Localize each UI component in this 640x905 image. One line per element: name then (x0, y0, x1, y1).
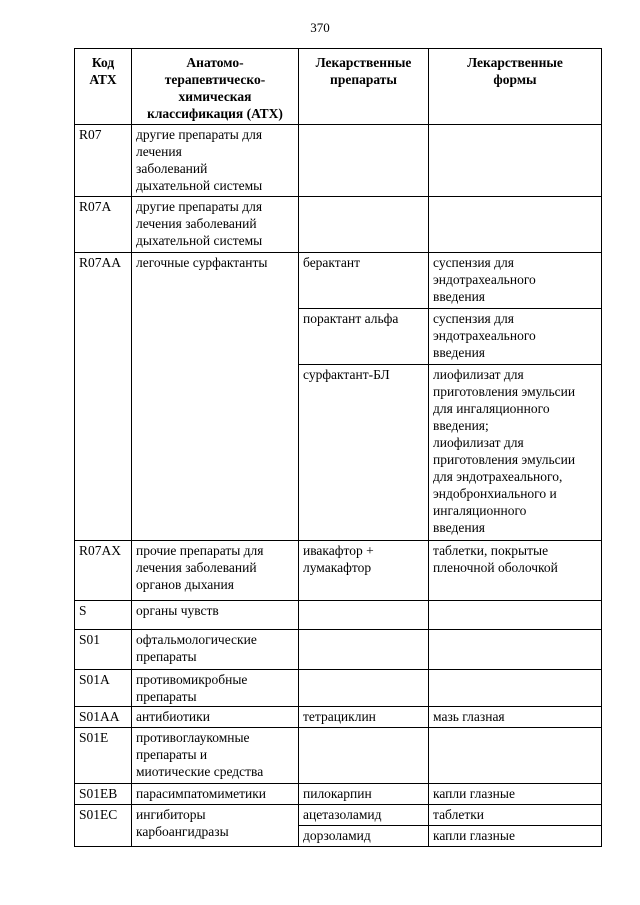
dosage-form (429, 630, 602, 670)
header-classification: Анатомо- терапевтическо- химическая классификация (АТХ) (132, 49, 299, 125)
dosage-form: суспензия для эндотрахеального введения (429, 253, 602, 309)
drug-name: ацетазоламид (299, 805, 429, 826)
table-row (75, 197, 602, 253)
dosage-form: капли глазные (429, 784, 602, 805)
table-row (75, 805, 602, 826)
dosage-form: капли глазные (429, 826, 602, 847)
dosage-form: таблетки, покрытые пленочной оболочкой (429, 541, 602, 601)
atc-name: противоглаукомные препараты и миотические средства (132, 728, 299, 784)
table-row (75, 601, 602, 630)
drug-name: берактант (299, 253, 429, 309)
atc-name: офтальмологические препараты (132, 630, 299, 670)
atc-code: S (75, 601, 132, 630)
atc-code: S01 (75, 630, 132, 670)
drug-name: порактант альфа (299, 309, 429, 365)
dosage-form: таблетки (429, 805, 602, 826)
table-row (75, 728, 602, 784)
atc-code: S01EB (75, 784, 132, 805)
dosage-form: суспензия для эндотрахеального введения (429, 309, 602, 365)
dosage-form: лиофилизат для приготовления эмульсии для ингаляционного введения; лиофилизат для приготовления эмульсии для эндотрахеального, эндобронхиального и ингаляционного введения (429, 365, 602, 541)
atc-code: S01EC (75, 805, 132, 847)
drug-name (299, 670, 429, 707)
atc-name: противомикробные препараты (132, 670, 299, 707)
dosage-form (429, 601, 602, 630)
drug-name: дорзоламид (299, 826, 429, 847)
atc-name: парасимпатомиметики (132, 784, 299, 805)
atc-code: R07A (75, 197, 132, 253)
atc-code: S01A (75, 670, 132, 707)
table-row (75, 541, 602, 601)
drug-name (299, 728, 429, 784)
atc-code: S01E (75, 728, 132, 784)
table-row (75, 630, 602, 670)
dosage-form (429, 197, 602, 253)
drug-name: сурфактант-БЛ (299, 365, 429, 541)
drug-name (299, 601, 429, 630)
atc-name: другие препараты для лечения заболеваний дыхательной системы (132, 125, 299, 197)
atc-table (74, 48, 602, 847)
header-forms: Лекарственные формы (429, 49, 602, 125)
dosage-form: мазь глазная (429, 707, 602, 728)
dosage-form (429, 125, 602, 197)
drug-name: тетрациклин (299, 707, 429, 728)
drug-name (299, 125, 429, 197)
drug-name: пилокарпин (299, 784, 429, 805)
header-drugs: Лекарственные препараты (299, 49, 429, 125)
atc-name: органы чувств (132, 601, 299, 630)
atc-name: прочие препараты для лечения заболеваний органов дыхания (132, 541, 299, 601)
atc-code: R07 (75, 125, 132, 197)
table-row (75, 707, 602, 728)
drug-name: ивакафтор + лумакафтор (299, 541, 429, 601)
table-row (75, 784, 602, 805)
table-row (75, 670, 602, 707)
drug-name (299, 630, 429, 670)
atc-code: S01AA (75, 707, 132, 728)
table-row (75, 253, 602, 309)
atc-name: легочные сурфактанты (132, 253, 299, 541)
header-code: Код АТХ (75, 49, 132, 125)
table-row (75, 125, 602, 197)
atc-name: ингибиторы карбоангидразы (132, 805, 299, 847)
atc-name: антибиотики (132, 707, 299, 728)
atc-code: R07AX (75, 541, 132, 601)
dosage-form (429, 728, 602, 784)
atc-code: R07AA (75, 253, 132, 541)
atc-name: другие препараты для лечения заболеваний дыхательной системы (132, 197, 299, 253)
dosage-form (429, 670, 602, 707)
header-row (75, 49, 602, 125)
page-number: 370 (310, 20, 330, 35)
drug-name (299, 197, 429, 253)
